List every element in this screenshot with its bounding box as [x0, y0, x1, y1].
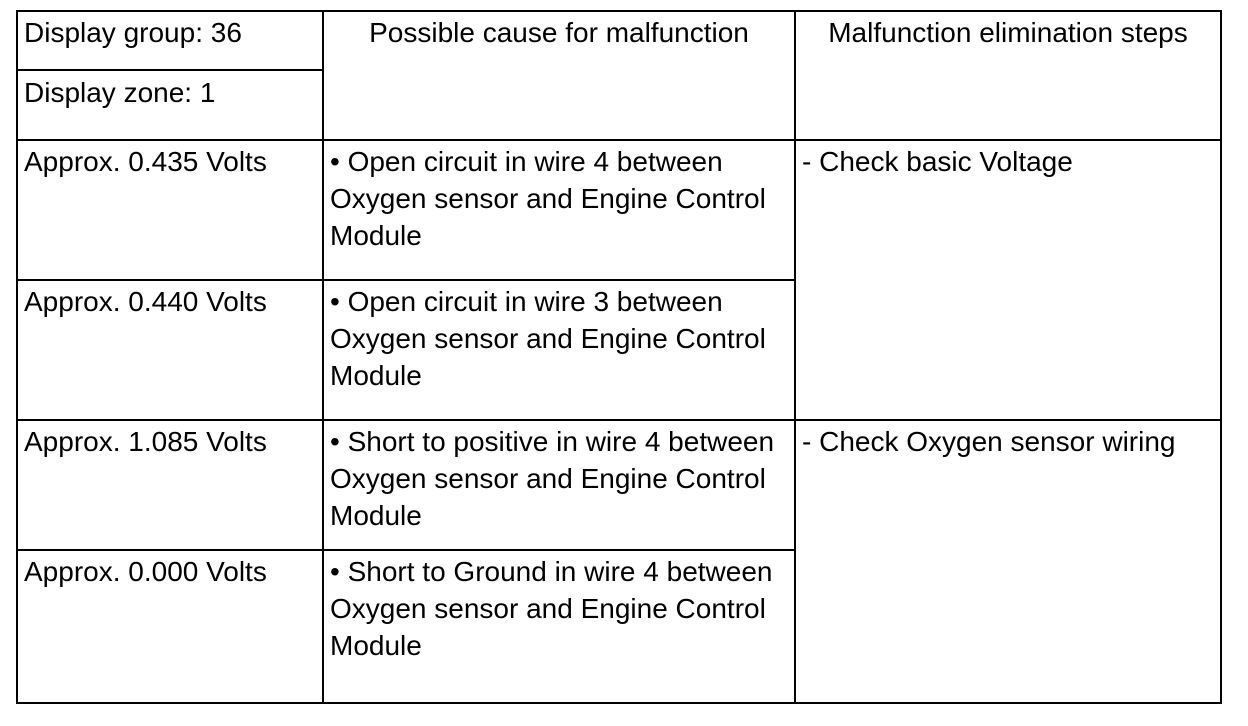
step-text: - Check basic Voltage: [802, 146, 1073, 177]
cause-cell: [323, 550, 795, 703]
voltage-cell: [17, 280, 323, 420]
cause-cell: [323, 140, 795, 280]
step-text: - Check Oxygen sensor wiring: [802, 426, 1176, 457]
cause-header-cell: [323, 11, 795, 140]
voltage-value: Approx. 0.435 Volts: [24, 146, 267, 177]
cause-text: • Short to positive in wire 4 between Oxygen sensor and Engine Control Module: [330, 426, 775, 531]
cause-text: • Open circuit in wire 3 between Oxygen sensor and Engine Control Module: [330, 286, 766, 391]
voltage-cell: [17, 140, 323, 280]
voltage-cell: [17, 550, 323, 703]
display-group-cell: [17, 11, 323, 70]
cause-text: • Short to Ground in wire 4 between Oxygen sensor and Engine Control Module: [330, 556, 773, 661]
voltage-cell: [17, 420, 323, 550]
cause-cell: [323, 420, 795, 550]
table-row: [17, 140, 1221, 280]
step-cell: [795, 420, 1221, 703]
cause-cell: [323, 280, 795, 420]
step-cell: [795, 140, 1221, 420]
steps-heading: Malfunction elimination steps: [828, 17, 1188, 48]
steps-header-cell: [795, 11, 1221, 140]
display-zone-label: Display zone: 1: [24, 77, 216, 108]
diagnostic-table: [16, 10, 1222, 704]
cause-text: • Open circuit in wire 4 between Oxygen sensor and Engine Control Module: [330, 146, 766, 251]
display-group-label: Display group: 36: [24, 17, 242, 48]
voltage-value: Approx. 0.440 Volts: [24, 286, 267, 317]
cause-heading: Possible cause for malfunction: [369, 17, 749, 48]
table-row: [17, 420, 1221, 550]
display-zone-cell: [17, 70, 323, 140]
voltage-value: Approx. 0.000 Volts: [24, 556, 267, 587]
voltage-value: Approx. 1.085 Volts: [24, 426, 267, 457]
